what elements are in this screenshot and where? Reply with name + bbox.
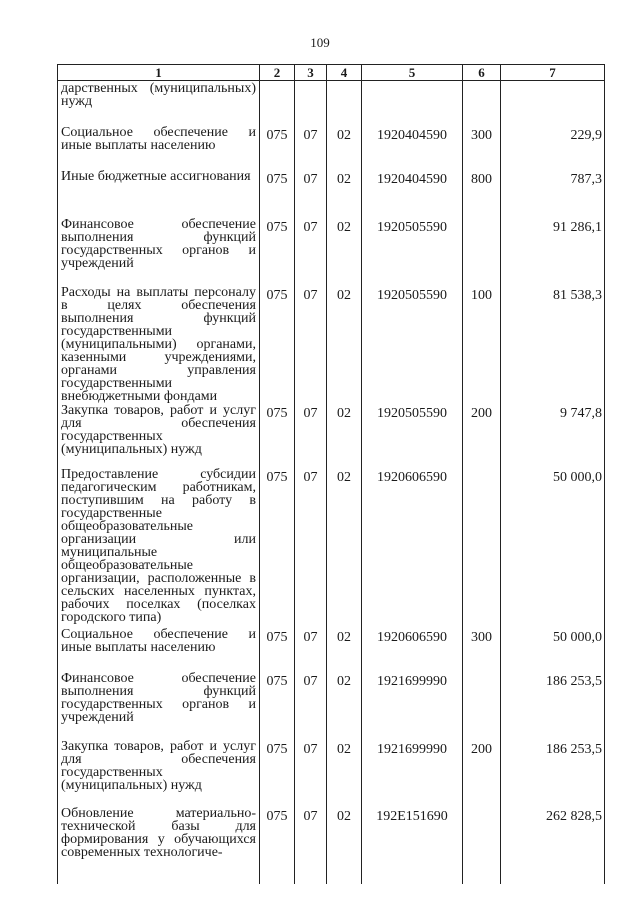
expense-name: Финансовое обеспечение выполнения функций государственных органов и учреждений [61, 216, 256, 271]
table-header-row [58, 65, 605, 81]
ved-code-cell: 075 [260, 671, 295, 739]
section-code-cell: 07 [295, 403, 327, 467]
subsection-code-cell [327, 81, 362, 125]
table-row [58, 169, 605, 217]
table-row [58, 217, 605, 285]
subsection-code-cell: 02 [327, 739, 362, 806]
column-header: 6 [463, 65, 501, 81]
table-row [58, 467, 605, 627]
section-code-cell: 07 [295, 739, 327, 806]
column-header: 2 [260, 65, 295, 81]
target-article-cell: 1920505590 [362, 285, 463, 403]
table-row [58, 627, 605, 671]
budget-table [57, 64, 605, 884]
subsection-code-cell: 02 [327, 627, 362, 671]
amount-cell: 787,3 [501, 169, 605, 217]
section-code-cell: 07 [295, 806, 327, 884]
ved-code-cell: 075 [260, 403, 295, 467]
expense-name: Социальное обеспечение и иные выплаты населению [61, 124, 256, 153]
expense-name-cell [58, 81, 260, 125]
expense-name-cell [58, 806, 260, 884]
column-header: 3 [295, 65, 327, 81]
subsection-code-cell: 02 [327, 217, 362, 285]
table-row [58, 739, 605, 806]
ved-code-cell [260, 81, 295, 125]
expense-name: Закупка товаров, работ и услуг для обеспечения государственных (муниципальных) нужд [61, 738, 256, 793]
ved-code-cell: 075 [260, 217, 295, 285]
target-article-cell: 1920606590 [362, 627, 463, 671]
table-row [58, 806, 605, 884]
column-header: 4 [327, 65, 362, 81]
expense-name: Предоставление субсидии педагогическим работникам, поступившим на работу в государственные общеобразовательные организации или муниципальные общеобразовательные организации, расположенные в сельских населенных пунктах, рабочих поселках (поселках городского типа) [61, 466, 256, 625]
expense-name-cell [58, 627, 260, 671]
section-code-cell: 07 [295, 671, 327, 739]
column-header: 1 [58, 65, 260, 81]
expense-type-cell [463, 467, 501, 627]
subsection-code-cell: 02 [327, 403, 362, 467]
expense-type-cell: 200 [463, 739, 501, 806]
ved-code-cell: 075 [260, 739, 295, 806]
expense-name-cell [58, 671, 260, 739]
expense-type-cell [463, 217, 501, 285]
expense-type-cell [463, 671, 501, 739]
target-article-cell: 1920606590 [362, 467, 463, 627]
subsection-code-cell: 02 [327, 125, 362, 169]
subsection-code-cell: 02 [327, 285, 362, 403]
expense-name: Закупка товаров, работ и услуг для обеспечения государственных (муниципальных) нужд [61, 402, 256, 457]
target-article-cell: 1920404590 [362, 169, 463, 217]
ved-code-cell: 075 [260, 285, 295, 403]
expense-name: Обновление материально-технической базы для формирования у обучающихся современных технологиче- [61, 805, 256, 860]
section-code-cell: 07 [295, 125, 327, 169]
expense-type-cell: 300 [463, 627, 501, 671]
expense-name: Социальное обеспечение и иные выплаты населению [61, 626, 256, 655]
section-code-cell: 07 [295, 627, 327, 671]
table-row [58, 81, 605, 125]
target-article-cell: 1920505590 [362, 403, 463, 467]
expense-type-cell: 200 [463, 403, 501, 467]
expense-name: Расходы на выплаты персоналу в целях обеспечения выполнения функций государственными (муниципальными) органами, казенными учреждениями, органами управления государственными внебюджетными фондами [61, 284, 256, 404]
amount-cell: 9 747,8 [501, 403, 605, 467]
expense-name-cell [58, 217, 260, 285]
column-header: 5 [362, 65, 463, 81]
expense-name-cell [58, 125, 260, 169]
section-code-cell: 07 [295, 217, 327, 285]
expense-name: Финансовое обеспечение выполнения функций государственных органов и учреждений [61, 670, 256, 725]
expense-name: Иные бюджетные ассигнования [61, 168, 251, 184]
expense-name-cell [58, 169, 260, 217]
target-article-cell: 1921699990 [362, 739, 463, 806]
table-row [58, 285, 605, 403]
expense-type-cell: 800 [463, 169, 501, 217]
expense-type-cell [463, 806, 501, 884]
table-row [58, 403, 605, 467]
page-number: 109 [310, 35, 330, 50]
amount-cell: 186 253,5 [501, 739, 605, 806]
expense-name: дарственных (муниципальных) нужд [61, 81, 256, 109]
expense-name-cell [58, 739, 260, 806]
expense-type-cell [463, 81, 501, 125]
section-code-cell: 07 [295, 467, 327, 627]
expense-name-cell [58, 467, 260, 627]
expense-type-cell: 300 [463, 125, 501, 169]
amount-cell: 229,9 [501, 125, 605, 169]
target-article-cell: 1921699990 [362, 671, 463, 739]
amount-cell [501, 81, 605, 125]
ved-code-cell: 075 [260, 125, 295, 169]
column-header: 7 [501, 65, 605, 81]
amount-cell: 186 253,5 [501, 671, 605, 739]
expense-type-cell: 100 [463, 285, 501, 403]
subsection-code-cell: 02 [327, 467, 362, 627]
ved-code-cell: 075 [260, 627, 295, 671]
section-code-cell: 07 [295, 169, 327, 217]
table-row [58, 125, 605, 169]
amount-cell: 50 000,0 [501, 627, 605, 671]
target-article-cell: 1920505590 [362, 217, 463, 285]
ved-code-cell: 075 [260, 169, 295, 217]
table-row [58, 671, 605, 739]
target-article-cell: 1920404590 [362, 125, 463, 169]
section-code-cell [295, 81, 327, 125]
expense-name-cell [58, 403, 260, 467]
subsection-code-cell: 02 [327, 671, 362, 739]
target-article-cell: 192E151690 [362, 806, 463, 884]
subsection-code-cell: 02 [327, 806, 362, 884]
amount-cell: 91 286,1 [501, 217, 605, 285]
expense-name-cell [58, 285, 260, 403]
amount-cell: 81 538,3 [501, 285, 605, 403]
target-article-cell [362, 81, 463, 125]
section-code-cell: 07 [295, 285, 327, 403]
ved-code-cell: 075 [260, 467, 295, 627]
subsection-code-cell: 02 [327, 169, 362, 217]
amount-cell: 50 000,0 [501, 467, 605, 627]
amount-cell: 262 828,5 [501, 806, 605, 884]
ved-code-cell: 075 [260, 806, 295, 884]
